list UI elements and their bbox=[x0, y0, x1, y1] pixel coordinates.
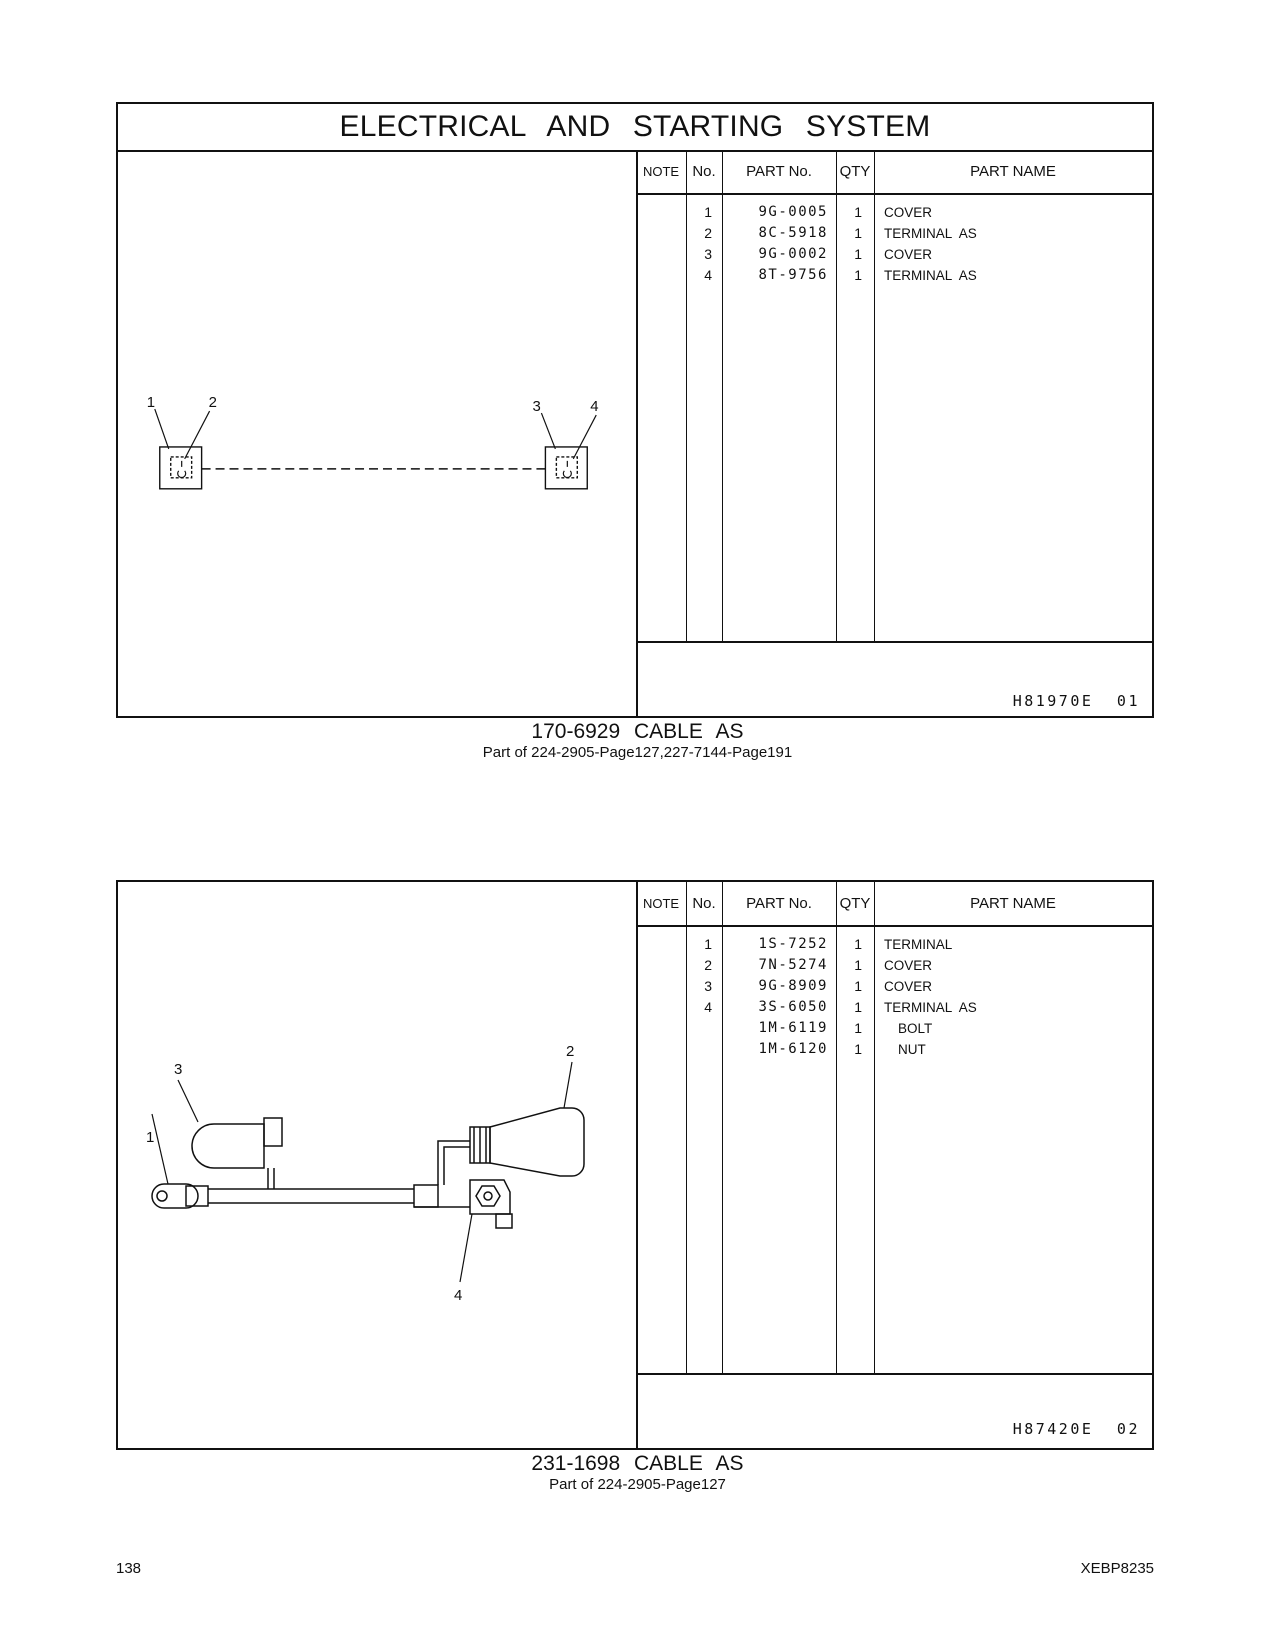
callout-4: 4 bbox=[590, 398, 599, 416]
table-row: 1 9G-0005 1 COVER bbox=[704, 204, 933, 220]
callout-3: 3 bbox=[174, 1061, 183, 1078]
parts-panel-2 bbox=[116, 880, 1154, 1450]
header-qty: QTY bbox=[839, 163, 871, 180]
cable-diagram-1 bbox=[118, 150, 636, 716]
parts-table-1 bbox=[636, 150, 1152, 716]
figure-code: H81970E 01 bbox=[1012, 692, 1140, 710]
table-header bbox=[636, 150, 1152, 195]
table-row: 2 7N-5274 1 COVER bbox=[704, 957, 933, 973]
caption-title: 170-6929 CABLE AS bbox=[531, 720, 744, 743]
table-row: 4 3S-6050 1 TERMINAL AS bbox=[704, 999, 977, 1015]
table-row: 3 9G-0002 1 COVER bbox=[704, 246, 933, 262]
callout-1: 1 bbox=[146, 394, 156, 412]
callout-4: 4 bbox=[454, 1287, 463, 1304]
callout-2: 2 bbox=[208, 394, 217, 412]
header-note: NOTE bbox=[642, 164, 680, 179]
parts-table-2 bbox=[636, 882, 1152, 1448]
header-no: No. bbox=[692, 895, 716, 912]
header-part-name: PART NAME bbox=[970, 895, 1056, 912]
table-row: 1 1S-7252 1 TERMINAL bbox=[704, 936, 953, 952]
header-no: No. bbox=[692, 163, 716, 180]
section-title: ELECTRICAL AND STARTING SYSTEM bbox=[118, 104, 1152, 152]
table-row: 2 8C-5918 1 TERMINAL AS bbox=[704, 225, 977, 241]
callout-3: 3 bbox=[532, 398, 541, 416]
header-qty: QTY bbox=[839, 895, 871, 912]
table-row: 1M-6119 1 BOLT bbox=[758, 1020, 933, 1036]
document-id: XEBP8235 bbox=[1080, 1560, 1154, 1577]
header-note: NOTE bbox=[642, 896, 680, 911]
illustration-2 bbox=[118, 882, 638, 1448]
header-part-no: PART No. bbox=[746, 163, 812, 180]
callout-1: 1 bbox=[146, 1129, 155, 1146]
table-row: 4 8T-9756 1 TERMINAL AS bbox=[704, 267, 977, 283]
caption-2 bbox=[0, 1452, 1275, 1493]
caption-subtitle: Part of 224-2905-Page127,227-7144-Page191 bbox=[482, 744, 793, 761]
table-row: 3 9G-8909 1 COVER bbox=[704, 978, 933, 994]
figure-code: H87420E 02 bbox=[1012, 1420, 1140, 1438]
caption-1 bbox=[0, 720, 1275, 761]
cable-diagram-2 bbox=[118, 882, 636, 1448]
header-part-name: PART NAME bbox=[970, 163, 1056, 180]
table-row: 1M-6120 1 NUT bbox=[758, 1041, 926, 1057]
header-part-no: PART No. bbox=[746, 895, 812, 912]
page-number: 138 bbox=[116, 1560, 142, 1577]
callout-2: 2 bbox=[566, 1043, 575, 1060]
illustration-1 bbox=[118, 150, 638, 716]
table-footer-divider bbox=[636, 641, 1152, 643]
parts-panel-1 bbox=[116, 102, 1154, 718]
caption-subtitle: Part of 224-2905-Page127 bbox=[549, 1476, 726, 1493]
table-header bbox=[636, 882, 1152, 927]
caption-title: 231-1698 CABLE AS bbox=[531, 1452, 744, 1475]
table-footer-divider bbox=[636, 1373, 1152, 1375]
